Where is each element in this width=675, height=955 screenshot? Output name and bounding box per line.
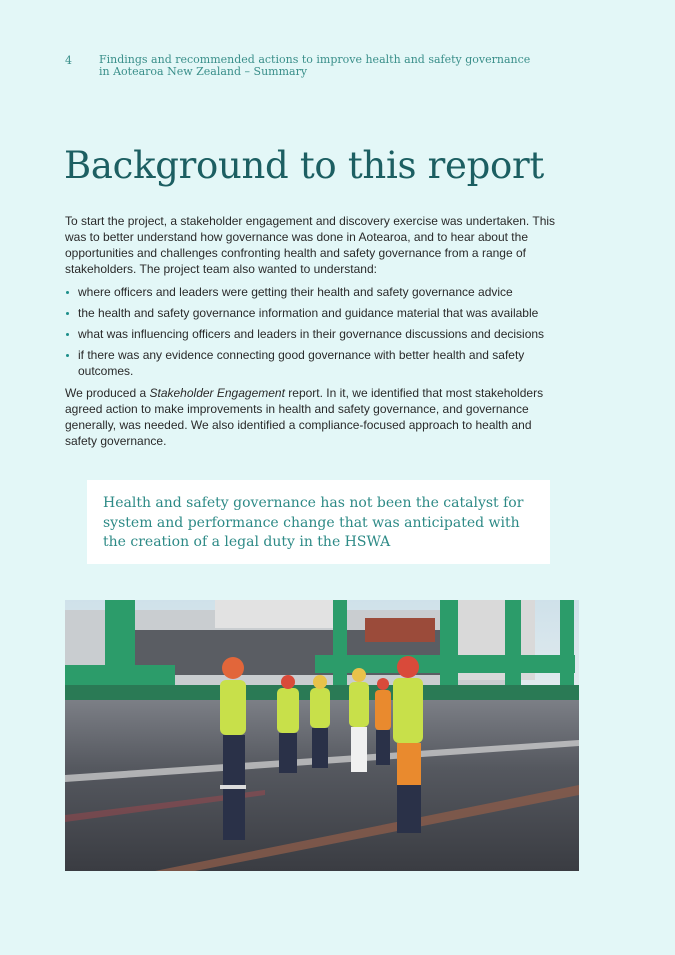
- bullet-text: the health and safety governance information and guidance material that was available: [78, 306, 539, 320]
- bullet-text: if there was any evidence connecting good governance with better health and safety outcomes.: [78, 348, 525, 378]
- bullet-item: [65, 326, 565, 342]
- findings-text-start: We produced a: [65, 386, 150, 400]
- bullet-icon: [66, 333, 69, 336]
- bullet-icon: [66, 291, 69, 294]
- document-title: [99, 54, 559, 78]
- pull-quote: [87, 480, 550, 564]
- port-workers-photo: [65, 600, 579, 871]
- bullet-item: [65, 347, 565, 379]
- page-number: 4: [65, 54, 72, 67]
- bullet-icon: [66, 312, 69, 315]
- section-title: Background to this report: [64, 144, 544, 187]
- body-text: [65, 213, 565, 449]
- bullet-item: [65, 305, 565, 321]
- bullet-item: [65, 284, 565, 300]
- document-title-line-2: in Aotearoa New Zealand – Summary: [99, 65, 308, 78]
- pull-quote-text: Health and safety governance has not been the catalyst for system and performance change that was anticipated with the creation of a legal duty in the HSWA: [103, 495, 524, 550]
- document-title-line-1: Findings and recommended actions to improve health and safety governance: [99, 53, 531, 66]
- report-name: Stakeholder Engagement: [149, 386, 285, 400]
- photo-illustration: [65, 600, 579, 871]
- findings-text-end: report. In it, we identified that most stakeholders agreed action to make improvements in health and safety governance, and governance generally, was needed. We also identified a compliance-focused approach to health and safety governance.: [65, 386, 544, 448]
- findings-paragraph: [65, 385, 565, 449]
- bullet-text: where officers and leaders were getting their health and safety governance advice: [78, 285, 513, 299]
- bullet-icon: [66, 354, 69, 357]
- bullet-text: what was influencing officers and leaders in their governance discussions and decisions: [78, 327, 545, 341]
- bullet-list: [65, 284, 565, 379]
- intro-paragraph: To start the project, a stakeholder engagement and discovery exercise was undertaken. This was to better understand how governance was done in Aotearoa, and to hear about the opportunities and challenges confronting health and safety governance from a range of stakeholders. The project team also wanted to understand:: [65, 214, 556, 276]
